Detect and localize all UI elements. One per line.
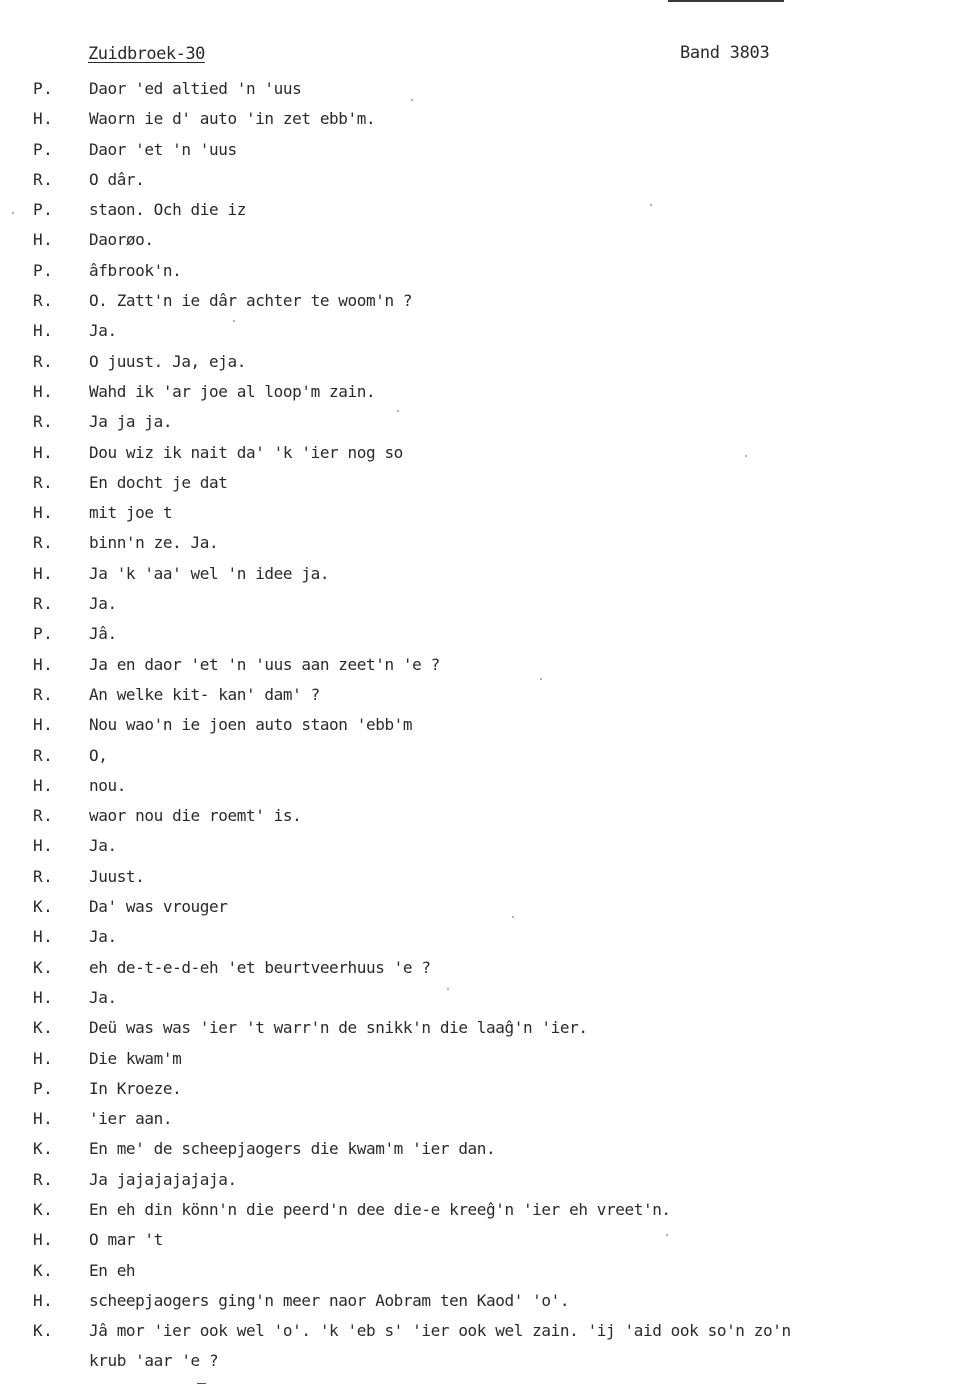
transcript-line [0,316,973,346]
transcript-line [0,347,973,377]
transcript-line [0,1225,973,1255]
document-title: Zuidbroek-30 [88,44,205,64]
transcript-line [0,741,973,771]
speaker-label: H. [33,1290,54,1310]
utterance-text: O mar 't [89,1230,163,1250]
utterance-text: Jâ mor 'ier ook wel 'o'. 'k 'eb s' 'ier ook wel zain. 'ij 'aid ook so'n zo'n [89,1321,791,1341]
utterance-text: Nou wao'n ie joen auto staon 'ebb'm [89,715,413,735]
utterance-text: Daor 'et 'n 'uus [89,139,237,159]
transcript-line [0,1074,973,1104]
utterance-text: Ja ja ja. [89,412,173,432]
utterance-text: Juust. [89,866,145,886]
transcript-line [0,1346,973,1376]
speaker-label: R. [33,806,54,826]
transcript-line [0,892,973,922]
utterance-text: Ja. [89,987,117,1007]
transcript-line [0,771,973,801]
transcript-line [0,1134,973,1164]
utterance-text: Ja. [89,836,117,856]
utterance-text: Dou wiz ik nait da' 'k 'ier nog so [89,442,403,462]
transcript-line [0,953,973,983]
speaker-label: K. [33,957,54,977]
utterance-text: Deü was was 'ier 't warr'n de snikk'n die laaĝ'n 'ier. [89,1018,588,1038]
transcript-line [0,286,973,316]
speaker-label: R. [33,594,54,614]
speaker-label: R. [33,866,54,886]
speaker-label: H. [33,321,54,341]
speaker-label: R. [33,412,54,432]
transcript-line [0,1256,973,1286]
speaker-label: H. [33,927,54,947]
utterance-text: Wahd ik 'ar joe al loop'm zain. [89,381,376,401]
speaker-label: R. [33,291,54,311]
speaker-label: R. [33,351,54,371]
speaker-label: H. [33,230,54,250]
utterance-text: O dâr. [89,169,145,189]
utterance-text: binn'n ze. Ja. [89,533,219,553]
transcript-line [0,862,973,892]
transcript-line [0,559,973,589]
speaker-label: R. [33,684,54,704]
transcript-line [0,1165,973,1195]
scan-speck [512,916,514,918]
speaker-label: H. [33,442,54,462]
transcript-line [0,680,973,710]
scan-speck [650,204,652,206]
speaker-label: R. [33,1169,54,1189]
speaker-label: K. [33,1018,54,1038]
speaker-label: H. [33,715,54,735]
speaker-label: R. [33,745,54,765]
top-rule [668,0,784,2]
transcript-line [0,922,973,952]
utterance-text: Ja. [89,321,117,341]
utterance-text: nou. [89,775,126,795]
speaker-label: H. [33,836,54,856]
speaker-label: P. [33,624,54,644]
utterance-text: Ja 'k 'aa' wel 'n idee ja. [89,563,330,583]
transcript-line [0,74,973,104]
footer-mark [197,1383,206,1384]
transcript-line [0,1286,973,1316]
band-number: Band 3803 [680,43,770,63]
transcript-line [0,589,973,619]
speaker-label: R. [33,533,54,553]
speaker-label: P. [33,139,54,159]
utterance-text: scheepjaogers ging'n meer naor Aobram ten Kaod' 'o'. [89,1290,570,1310]
transcript-line [0,225,973,255]
transcript-line [0,1044,973,1074]
transcript-line [0,135,973,165]
transcript-line [0,438,973,468]
transcript-line [0,1013,973,1043]
speaker-label: K. [33,1139,54,1159]
utterance-text: O, [89,745,108,765]
transcript-line [0,1316,973,1346]
speaker-label: H. [33,381,54,401]
scan-speck [540,678,542,680]
transcript-line [0,801,973,831]
speaker-label: R. [33,169,54,189]
speaker-label: H. [33,775,54,795]
transcript [0,74,973,1376]
scan-speck [666,1234,668,1236]
utterance-text: staon. Och die iz [89,200,246,220]
utterance-text: âfbrook'n. [89,260,182,280]
transcript-line [0,528,973,558]
utterance-text: Jâ. [89,624,117,644]
utterance-text: Ja. [89,927,117,947]
speaker-label: H. [33,987,54,1007]
utterance-text: Ja en daor 'et 'n 'uus aan zeet'n 'e ? [89,654,440,674]
utterance-text: 'ier aan. [89,1109,173,1129]
speaker-label: P. [33,79,54,98]
transcript-line [0,377,973,407]
scan-speck [397,410,399,412]
speaker-label: K. [33,1260,54,1280]
utterance-text: Da' was vrouger [89,897,228,917]
speaker-label: H. [33,1048,54,1068]
speaker-label: P. [33,1078,54,1098]
utterance-text: Waorn ie d' auto 'in zet ebb'm. [89,109,376,129]
scan-speck [411,99,413,101]
transcript-line [0,619,973,649]
utterance-text: Ja. [89,594,117,614]
utterance-text: O. Zatt'n ie dâr achter te woom'n ? [89,291,413,311]
speaker-label: H. [33,109,54,129]
transcript-line [0,498,973,528]
utterance-text: mit joe t [89,503,173,523]
transcript-line [0,407,973,437]
utterance-text: Daorøo. [89,230,154,250]
transcript-line [0,983,973,1013]
utterance-text: In Kroeze. [89,1078,182,1098]
speaker-label: H. [33,1109,54,1129]
speaker-label: P. [33,260,54,280]
transcript-line [0,1104,973,1134]
scan-speck [447,988,449,990]
speaker-label: R. [33,472,54,492]
utterance-text: En eh [89,1260,136,1280]
speaker-label: H. [33,563,54,583]
transcript-line [0,104,973,134]
speaker-label: H. [33,654,54,674]
utterance-text: En eh din könn'n die peerd'n dee die-e kreeĝ'n 'ier eh vreet'n. [89,1199,671,1219]
speaker-label: K. [33,1199,54,1219]
scan-speck [233,320,235,322]
transcript-line [0,165,973,195]
utterance-text: waor nou die roemt' is. [89,806,302,826]
transcript-line [0,1195,973,1225]
utterance-text: O juust. Ja, eja. [89,351,246,371]
transcript-line [0,831,973,861]
transcript-line [0,650,973,680]
utterance-text: An welke kit- kan' dam' ? [89,684,320,704]
transcript-line [0,256,973,286]
scan-speck [12,212,14,214]
utterance-text: Die kwam'm [89,1048,182,1068]
speaker-label: H. [33,1230,54,1250]
transcript-line [0,468,973,498]
transcript-line [0,710,973,740]
speaker-label: K. [33,897,54,917]
utterance-text: Daor 'ed altied 'n 'uus [89,79,302,98]
utterance-text: En docht je dat [89,472,228,492]
speaker-label: H. [33,503,54,523]
utterance-text: krub 'aar 'e ? [89,1351,219,1371]
speaker-label: K. [33,1321,54,1341]
utterance-text: En me' de scheepjaogers die kwam'm 'ier dan. [89,1139,496,1159]
speaker-label: P. [33,200,54,220]
transcript-line [0,195,973,225]
utterance-text: Ja jajajajajaja. [89,1169,237,1189]
utterance-text: eh de-t-e-d-eh 'et beurtveerhuus 'e ? [89,957,431,977]
scan-speck [745,455,747,457]
